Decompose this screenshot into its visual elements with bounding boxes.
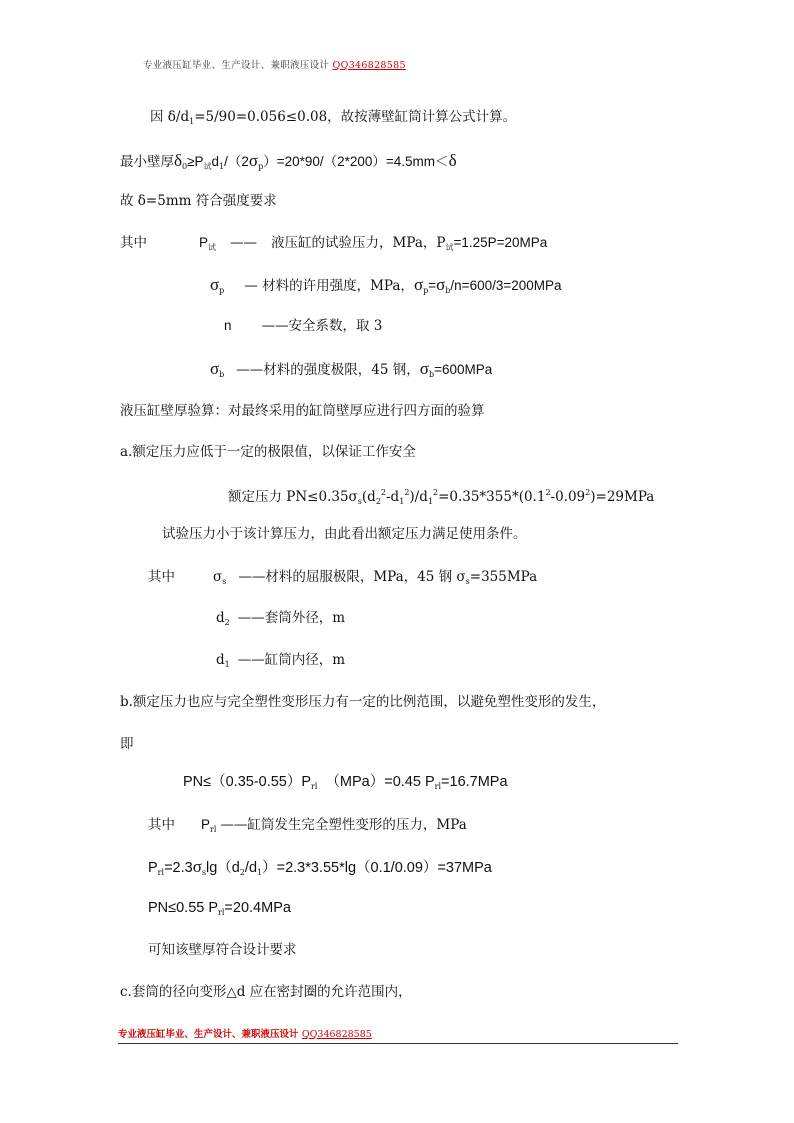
text-line-21: 可知该壁厚符合设计要求: [148, 942, 297, 958]
text-line-7: $\sigma_b$ ——材料的强度极限，45 钢，$\sigma_b=600MPa$: [210, 359, 493, 379]
text-line-20: PN≤0.55 $P_{rl}=20.4MPa$: [148, 900, 291, 917]
text-line-17: $PN\le(0.35-0.55)P_{rl}$ （MPa）=0.45 $P_{rl}=16.7MPa$: [183, 774, 508, 791]
text-line-8: 液压缸壁厚验算：对最终采用的缸筒壁厚应进行四方面的验算: [120, 403, 485, 419]
text-line-3: 故 δ=5mm 符合强度要求: [120, 193, 277, 209]
text-line-4: 其中 $P_试$ —— 液压缸的试验压力，MPa，$P_试=1.25P=20MPa$: [120, 235, 548, 252]
sigma-symbol: σ: [248, 151, 259, 170]
delta-symbol: δ: [174, 151, 183, 170]
text-line-5: $\sigma_p$ — 材料的许用强度，MPa，$\sigma_p=\sigma_b/n=600/3=200MPa$: [210, 275, 562, 295]
page-header: [143, 57, 406, 71]
text-line-12: 其中 $\sigma_s$ ——材料的屈服极限，MPa，45 钢 $\sigma_s=355MPa$: [148, 569, 538, 586]
page-footer: [118, 1026, 372, 1040]
text-line-13: $d_2$ ——套筒外径，m: [216, 610, 346, 627]
text-line-18: 其中 $P_{rl}$ ——缸筒发生完全塑性变形的压力，MPa: [148, 817, 467, 834]
text-line-19: $P_{rl}=2.3\sigma_s\lg(d_2/d_1)=2.3*3.55*\lg(0.1/0.09)=37MPa$: [148, 857, 492, 877]
footer-qq-link[interactable]: QQ346828585: [301, 1029, 372, 1040]
text-line-1: 因 $\delta/d_1=5/90=0.056\le 0.08$，故按薄壁缸筒计算公式计算。: [150, 109, 517, 126]
text-line-10: 额定压力 $PN\le 0.35\sigma_s(d_2^2-d_1^2)/d_1^2=0.35*355*(0.1^2-0.09^2)=29MPa$: [228, 488, 655, 506]
text-line-14: $d_1$ ——缸筒内径，m: [216, 652, 346, 669]
text-line-15: b.额定压力也应与完全塑性变形压力有一定的比例范围，以避免塑性变形的发生，: [120, 694, 606, 710]
footer-divider: [118, 1043, 678, 1044]
header-text: 专业液压缸毕业、生产设计、兼职液压设计: [143, 60, 330, 71]
text-line-6: n ——安全系数，取 3: [224, 318, 383, 334]
text-line-9: a.额定压力应低于一定的极限值，以保证工作安全: [120, 444, 416, 460]
text-line-11: 试验压力小于该计算压力，由此看出额定压力满足使用条件。: [162, 526, 527, 542]
text-line-22: c.套筒的径向变形△d 应在密封圈的允许范围内，: [120, 984, 412, 1000]
text-line-2: 最小壁厚$\delta_0\ge P_试d_1/(2\sigma_p)=20*90/(2*200)=4.5mm<\delta$: [120, 151, 457, 171]
delta-symbol: δ: [448, 151, 457, 170]
text-line-16: 即: [120, 736, 134, 752]
header-qq-link[interactable]: QQ346828585: [332, 60, 406, 71]
footer-text: 专业液压缸毕业、生产设计、兼职液压设计: [118, 1029, 299, 1040]
